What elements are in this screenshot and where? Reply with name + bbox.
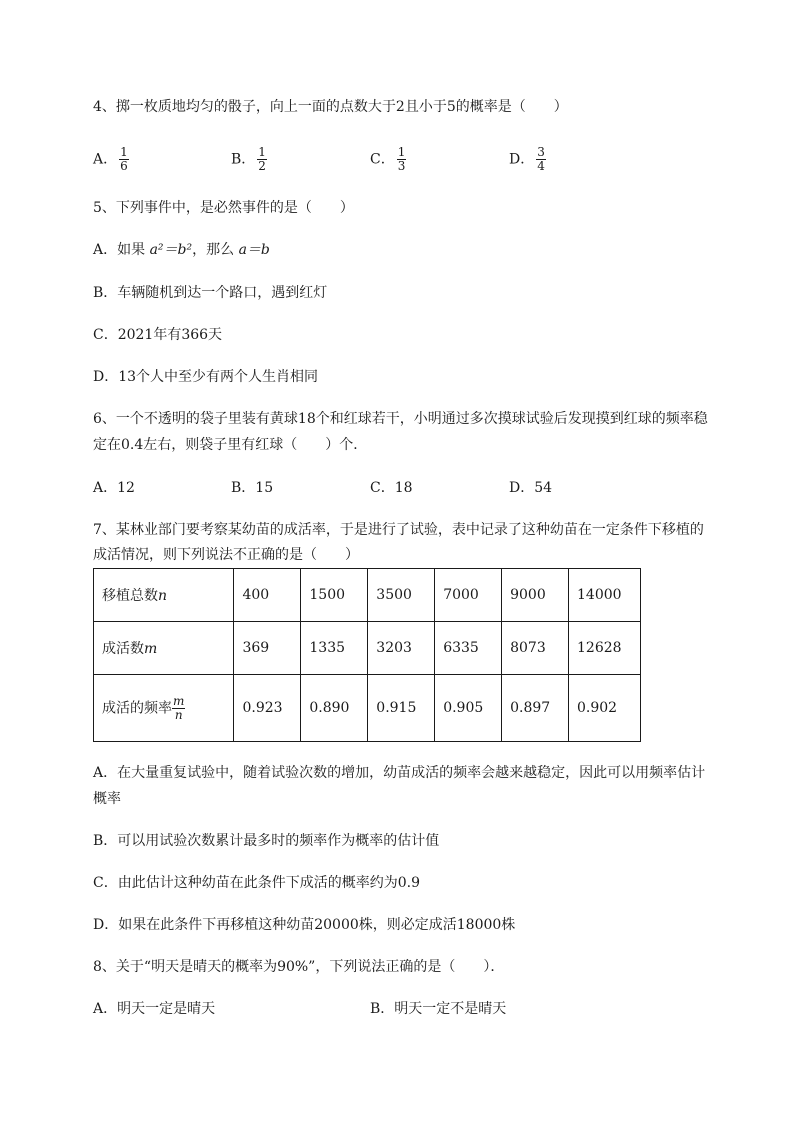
q5-option-a-math1: a²＝b²: [149, 242, 193, 258]
table-cell: 369: [234, 622, 301, 675]
table-cell: 0.890: [301, 675, 368, 742]
q4-option-d: [509, 146, 546, 173]
q4-option-b-num: 1: [258, 145, 266, 159]
table-row-survived: [94, 622, 641, 675]
table-cell: 7000: [435, 569, 502, 622]
q8-stem: 8、关于“明天是晴天的概率为90%”，下列说法正确的是（ ）．: [93, 959, 505, 975]
row2-var: m: [144, 641, 158, 657]
table-header-frequency: [94, 675, 234, 742]
row3-label: 成活的频率: [102, 700, 172, 716]
table-cell: 6335: [435, 622, 502, 675]
table-cell: 0.897: [502, 675, 569, 742]
q4-option-d-den: 4: [537, 159, 545, 173]
q7-stem-line2: 成活情况，则下列说法不正确的是（ ）: [93, 547, 359, 563]
q5-option-a-math2: a＝b: [238, 242, 270, 258]
q8-option-b: B．明天一定不是晴天: [370, 1001, 507, 1017]
q4-option-b-den: 2: [258, 159, 266, 173]
q4-option-b-fraction: [257, 146, 267, 173]
q4-option-d-fraction: [536, 146, 546, 173]
table-cell: 8073: [502, 622, 569, 675]
row3-fraction: [172, 695, 185, 722]
table-cell: 3500: [368, 569, 435, 622]
q4-option-a: [93, 146, 129, 173]
q4-option-b: [231, 146, 267, 173]
q6-option-b: B．15: [231, 480, 274, 496]
table-row-frequency: [94, 675, 641, 742]
q7-stem-line1: 7、某林业部门要考察某幼苗的成活率，于是进行了试验，表中记录了这种幼苗在一定条件下移植的: [93, 522, 704, 538]
q4-option-d-label: D．: [509, 151, 535, 168]
row2-label: 成活数: [102, 641, 144, 657]
q7-option-d: D．如果在此条件下再移植这种幼苗20000株，则必定成活18000株: [93, 917, 516, 933]
q6-option-c: C．18: [370, 480, 413, 496]
q7-option-a-line2: 概率: [93, 791, 121, 807]
q4-option-c-den: 3: [397, 159, 406, 173]
q6-stem-line1: 6、一个不透明的袋子里装有黄球18个和红球若干，小明通过多次摸球试验后发现摸到红球的频率稳: [93, 411, 708, 427]
q6-stem-line2: 定在0.4左右，则袋子里有红球（ ）个．: [93, 437, 368, 453]
q8-option-a: A．明天一定是晴天: [93, 1001, 216, 1017]
q4-option-b-label: B．: [231, 151, 256, 168]
row3-num: m: [173, 693, 185, 708]
q5-stem: 5、下列事件中，是必然事件的是（ ）: [93, 200, 354, 216]
table-cell: 1335: [301, 622, 368, 675]
table-cell: 12628: [569, 622, 641, 675]
q7-data-table: [93, 568, 641, 742]
table-row-transplanted: [94, 569, 641, 622]
q4-stem: 4、掷一枚质地均匀的骰子，向上一面的点数大于2且小于5的概率是（ ）: [93, 99, 568, 115]
q5-option-b: B．车辆随机到达一个路口，遇到红灯: [93, 285, 328, 301]
table-cell: 400: [234, 569, 301, 622]
table-cell: 0.902: [569, 675, 641, 742]
q4-option-c-label: C．: [370, 151, 395, 168]
table-cell: 9000: [502, 569, 569, 622]
q5-option-a: [93, 240, 270, 260]
q4-option-d-num: 3: [537, 145, 545, 159]
q6-option-d: D．54: [509, 480, 553, 496]
q7-option-b: B．可以用试验次数累计最多时的频率作为概率的估计值: [93, 833, 440, 849]
row1-label: 移植总数: [102, 588, 158, 604]
table-cell: 1500: [301, 569, 368, 622]
row1-var: n: [158, 588, 168, 604]
q4-option-c: [370, 146, 406, 173]
table-cell: 3203: [368, 622, 435, 675]
q5-option-a-mid: ，那么: [192, 242, 239, 258]
q5-option-d: D．13个人中至少有两个人生肖相同: [93, 369, 319, 385]
q4-option-a-label: A．: [93, 151, 118, 168]
q5-option-c: C．2021年有366天: [93, 327, 223, 343]
q4-option-a-fraction: [119, 146, 129, 173]
row3-den: n: [174, 707, 183, 722]
table-cell: 0.923: [234, 675, 301, 742]
q6-option-a: A．12: [93, 480, 135, 496]
table-cell: 14000: [569, 569, 641, 622]
table-cell: 0.915: [368, 675, 435, 742]
table-cell: 0.905: [435, 675, 502, 742]
table-header-survived: [94, 622, 234, 675]
table-header-transplanted: [94, 569, 234, 622]
q4-option-a-den: 6: [120, 159, 128, 173]
q4-option-c-num: 1: [397, 145, 406, 159]
q5-option-a-prefix: A．如果: [93, 242, 150, 258]
q7-option-a-line1: A．在大量重复试验中，随着试验次数的增加，幼苗成活的频率会越来越稳定，因此可以用频率估计: [93, 765, 706, 781]
q4-option-a-num: 1: [120, 145, 128, 159]
q7-option-c: C．由此估计这种幼苗在此条件下成活的概率约为0.9: [93, 875, 420, 891]
q4-option-c-fraction: [397, 146, 407, 173]
